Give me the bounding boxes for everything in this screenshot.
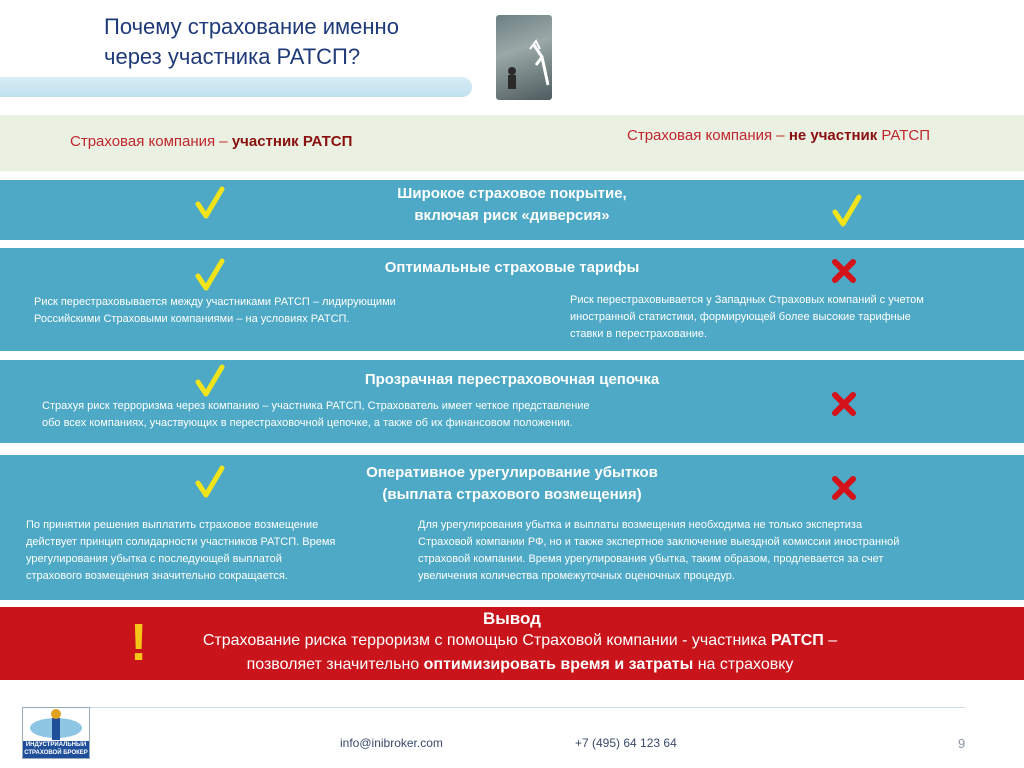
logo-text-line2: СТРАХОВОЙ БРОКЕР: [24, 750, 88, 756]
column-header-nonmember-suffix: РАТСП: [877, 127, 931, 144]
check-icon: [195, 258, 225, 292]
exclamation-icon: !: [130, 614, 148, 672]
conclusion-line2-prefix: позволяет значительно: [246, 656, 424, 673]
conclusion-line1-bold: РАТСП: [770, 632, 824, 649]
row-claims-nonmember-text-line4: увеличения количества промежуточных оценочных процедур.: [418, 570, 735, 582]
row-claims-title: [0, 462, 1024, 506]
row-tariffs-member-text-line2: Российскими Страховыми компаниями – на условиях РАТСП.: [34, 313, 350, 325]
row-claims-nonmember-text-line3: страховой компании. Время урегулирования убытка, таким образом, продлевается за счет: [418, 553, 884, 565]
row-tariffs-title: Оптимальные страховые тарифы: [384, 259, 640, 276]
column-header-nonmember-bold: не участник: [788, 127, 878, 144]
conclusion-line1-suffix: –: [823, 632, 838, 649]
column-header-member: [70, 133, 352, 150]
row-chain-member-text-line2: обо всех компаниях, участвующих в перестраховочной цепочке, а также об их финансовом положении.: [42, 417, 573, 429]
row-tariffs-member-text-line1: Риск перестраховывается между участниками РАТСП – лидирующими: [34, 296, 396, 308]
page-title-line2: через участника РАТСП?: [104, 44, 361, 69]
row-coverage-title-line2: включая риск «диверсия»: [414, 207, 610, 224]
check-icon: [832, 194, 862, 228]
logo-text-line1: ИНДУСТРИАЛЬНЫЙ: [25, 742, 87, 748]
page-title-line1: Почему страхование именно: [104, 14, 399, 39]
footer-phone: +7 (495) 64 123 64: [575, 736, 677, 750]
conclusion-panel: [0, 607, 1024, 680]
row-claims-title-line2: (выплата страхового возмещения): [382, 486, 642, 503]
conclusion-line1-prefix: Страхование риска терроризм с помощью Страховой компании - участника: [202, 632, 771, 649]
conclusion-line2-suffix: на страховку: [693, 656, 794, 673]
row-tariffs-nonmember-text-line2: иностранной статистики, формирующей более высокие тарифные: [570, 311, 911, 323]
column-header-nonmember: [627, 127, 930, 144]
footer-divider: [90, 707, 965, 708]
row-coverage-title-line1: Широкое страховое покрытие,: [397, 185, 627, 202]
row-claims-member-text: [26, 517, 335, 585]
row-tariffs-nonmember-text: [570, 292, 924, 343]
photo-icon: [496, 15, 552, 100]
footer-email[interactable]: info@inibroker.com: [340, 736, 443, 750]
row-chain: [0, 360, 1024, 443]
row-claims-nonmember-text: [418, 517, 899, 585]
column-header-nonmember-prefix: Страховая компания –: [627, 127, 789, 144]
road-arrow-photo: [496, 15, 552, 100]
conclusion-title: Вывод: [483, 609, 541, 628]
conclusion-line2-bold: оптимизировать время и затраты: [423, 656, 694, 673]
row-claims-nonmember-text-line1: Для урегулирования убытка и выплаты возмещения необходима не только экспертиза: [418, 519, 863, 531]
page-title: [104, 12, 464, 72]
cross-icon: [830, 390, 858, 418]
column-header-member-bold: участник РАТСП: [231, 133, 353, 150]
check-icon: [195, 465, 225, 499]
conclusion-line1: [130, 630, 910, 652]
row-claims-member-text-line3: урегулирования убытка с последующей выплатой: [26, 553, 282, 565]
row-tariffs-nonmember-text-line1: Риск перестраховывается у Западных Страховых компаний с учетом: [570, 294, 924, 306]
row-claims-member-text-line4: страхового возмещения значительно сокращается.: [26, 570, 288, 582]
row-tariffs-member-text: [34, 294, 396, 328]
check-icon: [195, 364, 225, 398]
title-underline-bar: [0, 77, 472, 97]
row-tariffs-nonmember-text-line3: ставки в перестрахование.: [570, 328, 708, 340]
row-claims-title-line1: Оперативное урегулирование убытков: [366, 464, 658, 481]
row-tariffs: [0, 248, 1024, 351]
row-chain-member-text: [42, 398, 590, 432]
row-coverage-title: [0, 183, 1024, 227]
row-claims: [0, 455, 1024, 600]
logo-text: [23, 741, 89, 758]
row-coverage: [0, 180, 1024, 240]
page-number: 9: [958, 736, 966, 751]
row-claims-member-text-line1: По принятии решения выплатить страховое возмещение: [26, 519, 319, 531]
check-icon: [195, 186, 225, 220]
logo-icon: [23, 708, 89, 742]
cross-icon: [830, 474, 858, 502]
row-chain-member-text-line1: Страхуя риск терроризма через компанию – участника РАТСП, Страхователь имеет четкое представление: [42, 400, 590, 412]
row-chain-title: Прозрачная перестраховочная цепочка: [364, 371, 660, 388]
company-logo: [22, 707, 90, 759]
conclusion-line2: [130, 654, 910, 676]
row-claims-member-text-line2: действует принцип солидарности участников РАТСП. Время: [26, 536, 336, 548]
column-header-member-prefix: Страховая компания –: [70, 133, 232, 150]
cross-icon: [830, 257, 858, 285]
row-claims-nonmember-text-line2: Страховой компании РФ, но и также экспертное заключение выездной комиссии иностранной: [418, 536, 900, 548]
